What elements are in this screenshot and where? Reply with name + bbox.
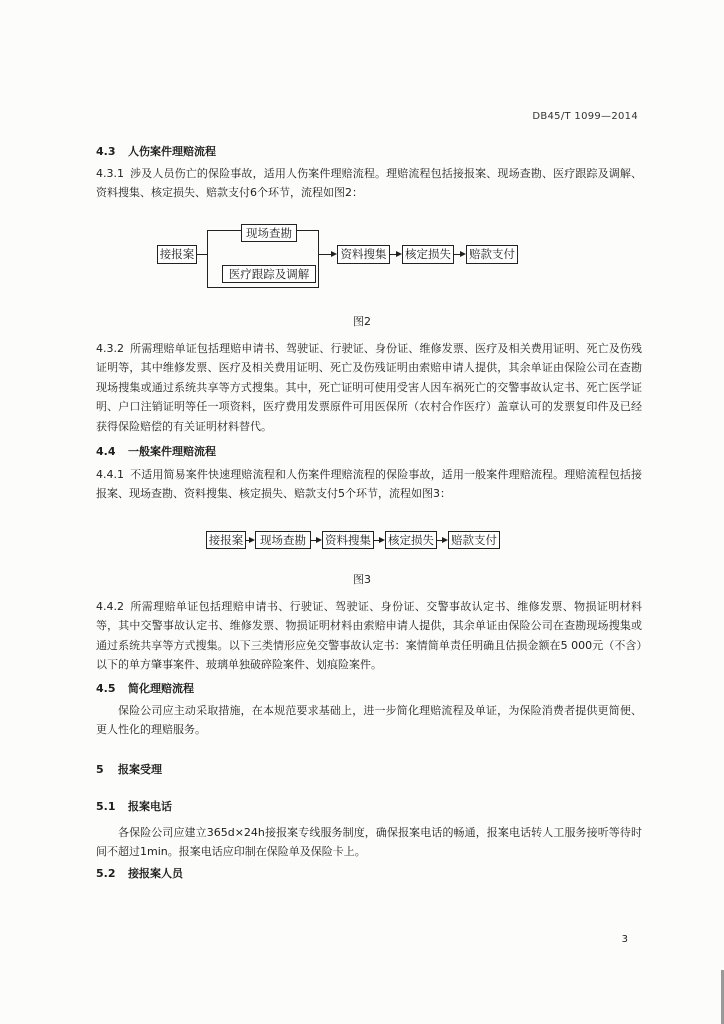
flow-box-pay: 赔款支付 bbox=[448, 531, 500, 549]
bracket-right bbox=[318, 230, 319, 288]
flow-box-survey: 现场查勘 bbox=[241, 224, 297, 242]
section-heading-4-3 bbox=[96, 143, 216, 159]
bracket-left bbox=[207, 230, 208, 287]
section-title: 一般案件理赔流程 bbox=[128, 445, 216, 458]
clause-text: 所需理赔单证包括理赔申请书、行驶证、驾驶证、身份证、交警事故认定书、维修发票、物损证明材料等，其中交警事故认定书、维修发票、物损证明材料由索赔申请人提供，其余单证由保险公司在查勘现场搜集或通过系统共享等方式搜集。以下三类情形应免交警事故认定书：案情简单责任明确且估损金额在5 000元（不含）以下的单方肇事案件、玻璃单独破碎险案件、划痕险案件。 bbox=[96, 600, 642, 672]
flow-box-pay: 赔款支付 bbox=[466, 245, 518, 264]
paragraph-4-4-2 bbox=[96, 597, 642, 675]
bracket-bottom bbox=[207, 287, 319, 288]
section-heading-4-5 bbox=[96, 680, 194, 696]
standard-code: DB45/T 1099—2014 bbox=[532, 111, 638, 122]
clause-number: 4.4.1 bbox=[96, 468, 124, 481]
section-title: 人伤案件理赔流程 bbox=[128, 145, 216, 158]
page-number: 3 bbox=[621, 934, 628, 945]
section-heading-5-1 bbox=[96, 798, 172, 814]
section-number: 5 bbox=[96, 763, 104, 776]
section-number: 4.4 bbox=[96, 445, 116, 458]
flow-box-receive: 接报案 bbox=[206, 531, 246, 549]
paragraph-4-5: 保险公司应主动采取措施，在本规范要求基础上，进一步简化理赔流程及单证，为保险消费者提供更简便、更人性化的理赔服务。 bbox=[96, 704, 642, 737]
section-title: 接报案人员 bbox=[128, 867, 183, 880]
flow-box-survey: 现场查勘 bbox=[255, 531, 311, 549]
section-number: 5.2 bbox=[96, 867, 116, 880]
section-number: 5.1 bbox=[96, 800, 116, 813]
paragraph-4-4-1 bbox=[96, 465, 642, 504]
clause-text: 涉及人员伤亡的保险事故，适用人伤案件理赔流程。理赔流程包括接报案、现场查勘、医疗跟踪及调解、资料搜集、核定损失、赔款支付6个环节，流程如图2： bbox=[96, 167, 642, 200]
section-heading-5-2 bbox=[96, 865, 183, 881]
figure-caption-2: 图2 bbox=[353, 315, 371, 328]
section-number: 4.3 bbox=[96, 145, 116, 158]
flow-box-assess: 核定损失 bbox=[385, 531, 437, 549]
paragraph-5-1: 各保险公司应建立365d×24h接报案专线服务制度，确保报案电话的畅通，报案电话转人工服务接听等待时间不超过1min。报案电话应印制在保险单及保险卡上。 bbox=[96, 826, 642, 859]
clause-text: 不适用简易案件快速理赔流程和人伤案件理赔流程的保险事故，适用一般案件理赔流程。理赔流程包括接报案、现场查勘、资料搜集、核定损失、赔款支付5个环节，流程如图3： bbox=[96, 468, 642, 501]
flow-box-collect: 资料搜集 bbox=[337, 245, 390, 264]
section-title: 简化理赔流程 bbox=[128, 682, 194, 695]
section-number: 4.5 bbox=[96, 682, 116, 695]
paragraph-4-3-2 bbox=[96, 339, 642, 436]
figure-caption-3: 图3 bbox=[353, 573, 371, 586]
section-title: 报案受理 bbox=[118, 763, 162, 776]
connector-line bbox=[197, 254, 207, 255]
section-heading-4-4 bbox=[96, 443, 216, 459]
flow-box-medical: 医疗跟踪及调解 bbox=[222, 265, 316, 283]
clause-number: 4.3.1 bbox=[96, 167, 124, 180]
section-heading-5 bbox=[96, 761, 162, 777]
clause-number: 4.3.2 bbox=[96, 342, 124, 355]
paragraph-4-3-1 bbox=[96, 164, 642, 203]
flow-box-assess: 核定损失 bbox=[402, 245, 454, 264]
flow-box-receive: 接报案 bbox=[157, 245, 197, 264]
clause-text: 所需理赔单证包括理赔申请书、驾驶证、行驶证、身份证、维修发票、医疗及相关费用证明、死亡及伤残证明等，其中维修发票、医疗及相关费用证明、死亡及伤残证明由索赔申请人提供，其余单证由保险公司在查勘现场搜集或通过系统共享等方式搜集。其中，死亡证明可使用受害人因车祸死亡的交警事故认定书、死亡医学证明、户口注销证明等任一项资料，医疗费用发票原件可用医保所（农村合作医疗）盖章认可的发票复印件及已经获得保险赔偿的有关证明材料替代。 bbox=[96, 342, 642, 433]
connector-line bbox=[319, 254, 331, 255]
clause-number: 4.4.2 bbox=[96, 600, 124, 613]
flow-box-collect: 资料搜集 bbox=[322, 531, 374, 549]
section-title: 报案电话 bbox=[128, 800, 172, 813]
